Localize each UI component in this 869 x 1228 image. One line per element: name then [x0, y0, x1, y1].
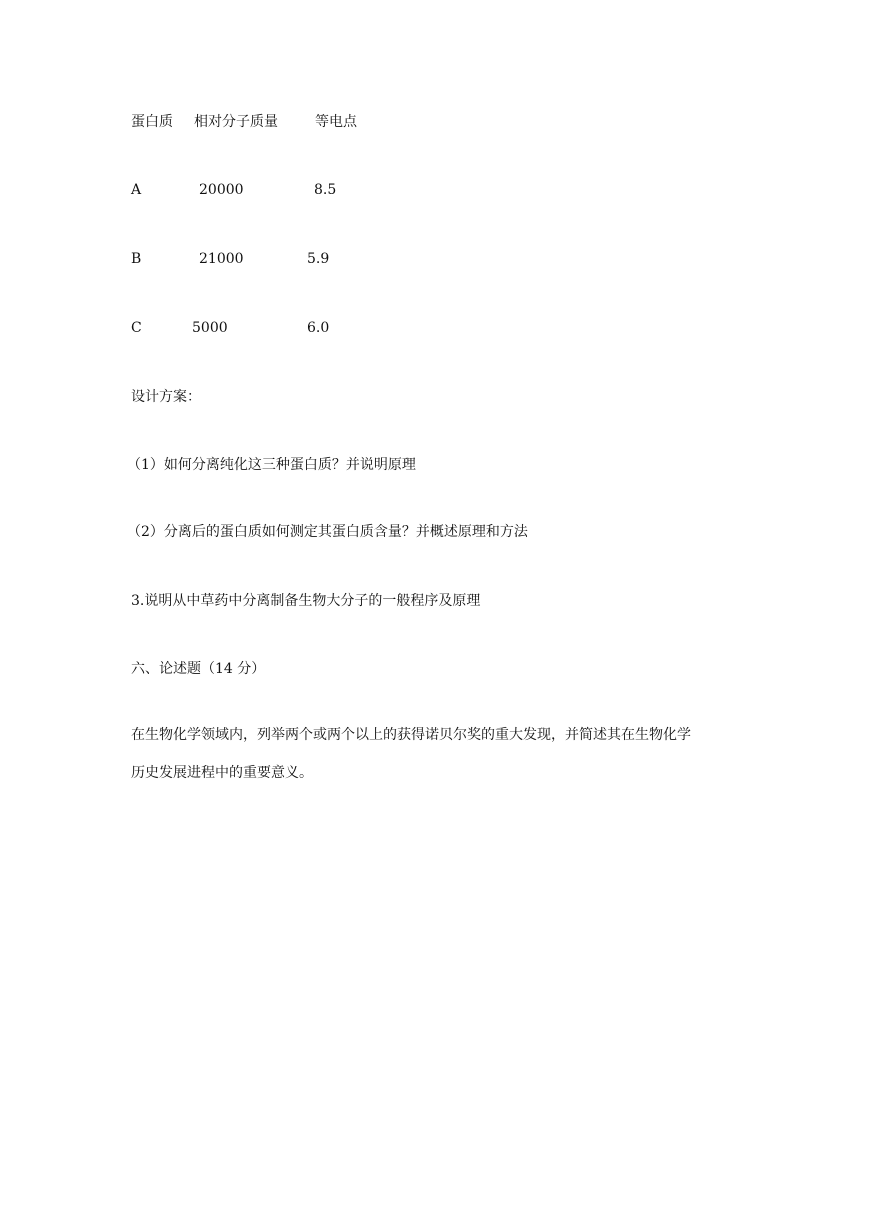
section-six-body: [131, 716, 751, 792]
row-b-molecular-weight: 21000: [199, 251, 244, 267]
row-a-isoelectric-point: 8.5: [314, 182, 337, 198]
header-molecular-weight: 相对分子质量: [194, 114, 278, 130]
design-question-2: （2）分离后的蛋白质如何测定其蛋白质含量？并概述原理和方法: [127, 524, 528, 540]
section-six-body-line-1: 在生物化学领域内，列举两个或两个以上的获得诺贝尔奖的重大发现，并简述其在生物化学: [131, 727, 691, 743]
row-c-protein: C: [131, 320, 142, 336]
header-isoelectric-point: 等电点: [315, 114, 357, 130]
design-plan-label: 设计方案：: [131, 389, 201, 405]
header-protein: 蛋白质: [131, 114, 173, 130]
row-c-isoelectric-point: 6.0: [307, 320, 330, 336]
section-six-title: 六、论述题（14 分）: [131, 661, 266, 677]
section-six-body-line-2: 历史发展进程中的重要意义。: [131, 765, 313, 781]
design-question-1: （1）如何分离纯化这三种蛋白质？并说明原理: [127, 457, 416, 473]
row-b-isoelectric-point: 5.9: [307, 251, 330, 267]
row-c-molecular-weight: 5000: [192, 320, 228, 336]
row-a-protein: A: [131, 182, 142, 198]
row-b-protein: B: [131, 251, 142, 267]
row-a-molecular-weight: 20000: [199, 182, 244, 198]
question-3: 3.说明从中草药中分离制备生物大分子的一般程序及原理: [131, 593, 481, 609]
